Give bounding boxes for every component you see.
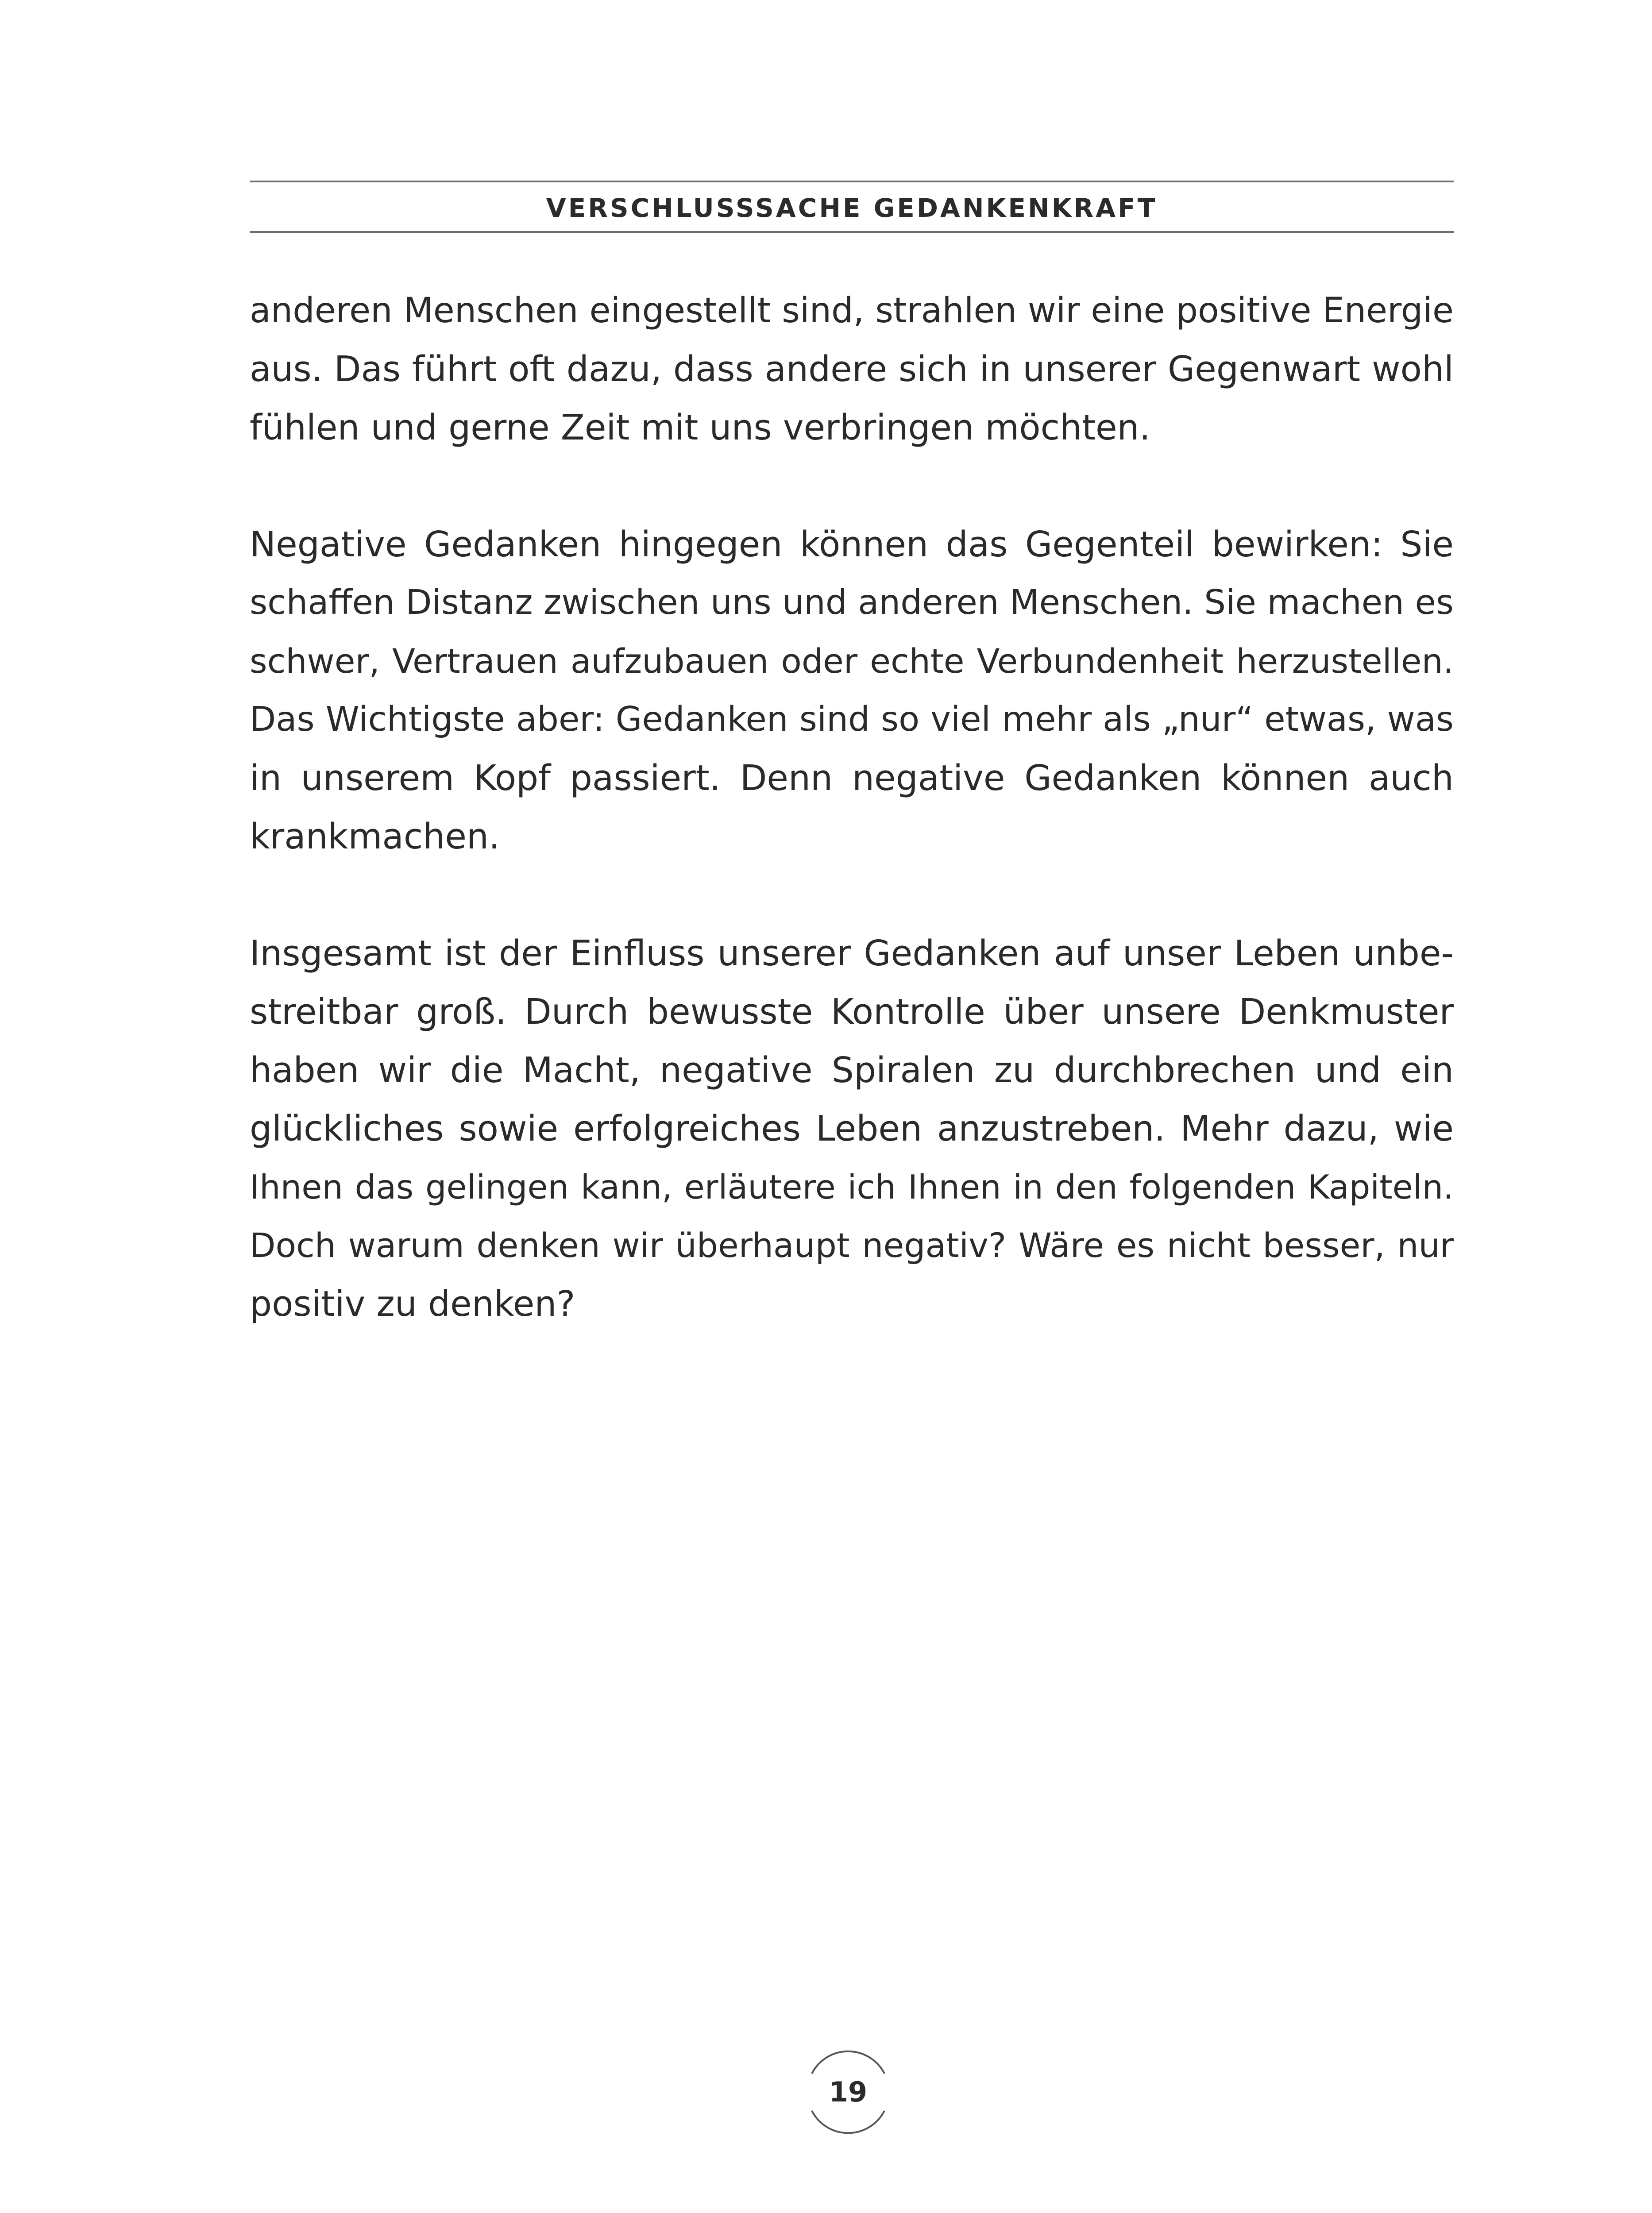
text-line: streitbar groß. Durch bewusste Kontrolle über unsere Denkmuster bbox=[250, 991, 1454, 1032]
text-line: Negative Gedanken hingegen können das Gegenteil bewirken: Sie bbox=[250, 524, 1454, 565]
text-line: schaffen Distanz zwischen uns und anderen Menschen. Sie machen es bbox=[250, 583, 1454, 622]
text-line: anderen Menschen eingestellt sind, strahlen wir eine positive Energie bbox=[250, 291, 1454, 331]
text-line: krankmachen. bbox=[250, 816, 500, 857]
paragraph-3 bbox=[250, 924, 1454, 1333]
page-number-ornament bbox=[804, 2048, 892, 2136]
text-line: in unserem Kopf passiert. Denn negative Gedanken können auch bbox=[250, 758, 1454, 798]
text-line: haben wir die Macht, negative Spiralen zu durchbrechen und ein bbox=[250, 1050, 1454, 1091]
text-line: Ihnen das gelingen kann, erläutere ich Ihnen in den folgenden Kapiteln. bbox=[250, 1168, 1454, 1207]
text-line: fühlen und gerne Zeit mit uns verbringen möchten. bbox=[250, 407, 1150, 448]
body-text bbox=[250, 281, 1454, 1392]
running-head-title: VERSCHLUSSSACHE GEDANKENKRAFT bbox=[546, 193, 1158, 223]
text-line: aus. Das führt oft dazu, dass andere sich in unserer Gegenwart wohl bbox=[250, 349, 1454, 389]
page-number: 19 bbox=[829, 2076, 868, 2108]
text-line: Doch warum denken wir überhaupt negativ? Wäre es nicht besser, nur bbox=[250, 1226, 1454, 1265]
paragraph-2 bbox=[250, 515, 1454, 866]
text-line: Das Wichtigste aber: Gedanken sind so viel mehr als „nur“ etwas, was bbox=[250, 700, 1454, 739]
header-rule-bottom bbox=[250, 231, 1454, 233]
text-line: positiv zu denken? bbox=[250, 1284, 575, 1324]
text-line: Insgesamt ist der Einfluss unserer Gedanken auf unser Leben unbe- bbox=[250, 933, 1454, 974]
text-line: glückliches sowie erfolgreiches Leben anzustreben. Mehr dazu, wie bbox=[250, 1108, 1454, 1149]
header-rule-top bbox=[250, 181, 1454, 182]
paragraph-1 bbox=[250, 281, 1454, 457]
text-line: schwer, Vertrauen aufzubauen oder echte Verbundenheit herzustellen. bbox=[250, 641, 1454, 681]
